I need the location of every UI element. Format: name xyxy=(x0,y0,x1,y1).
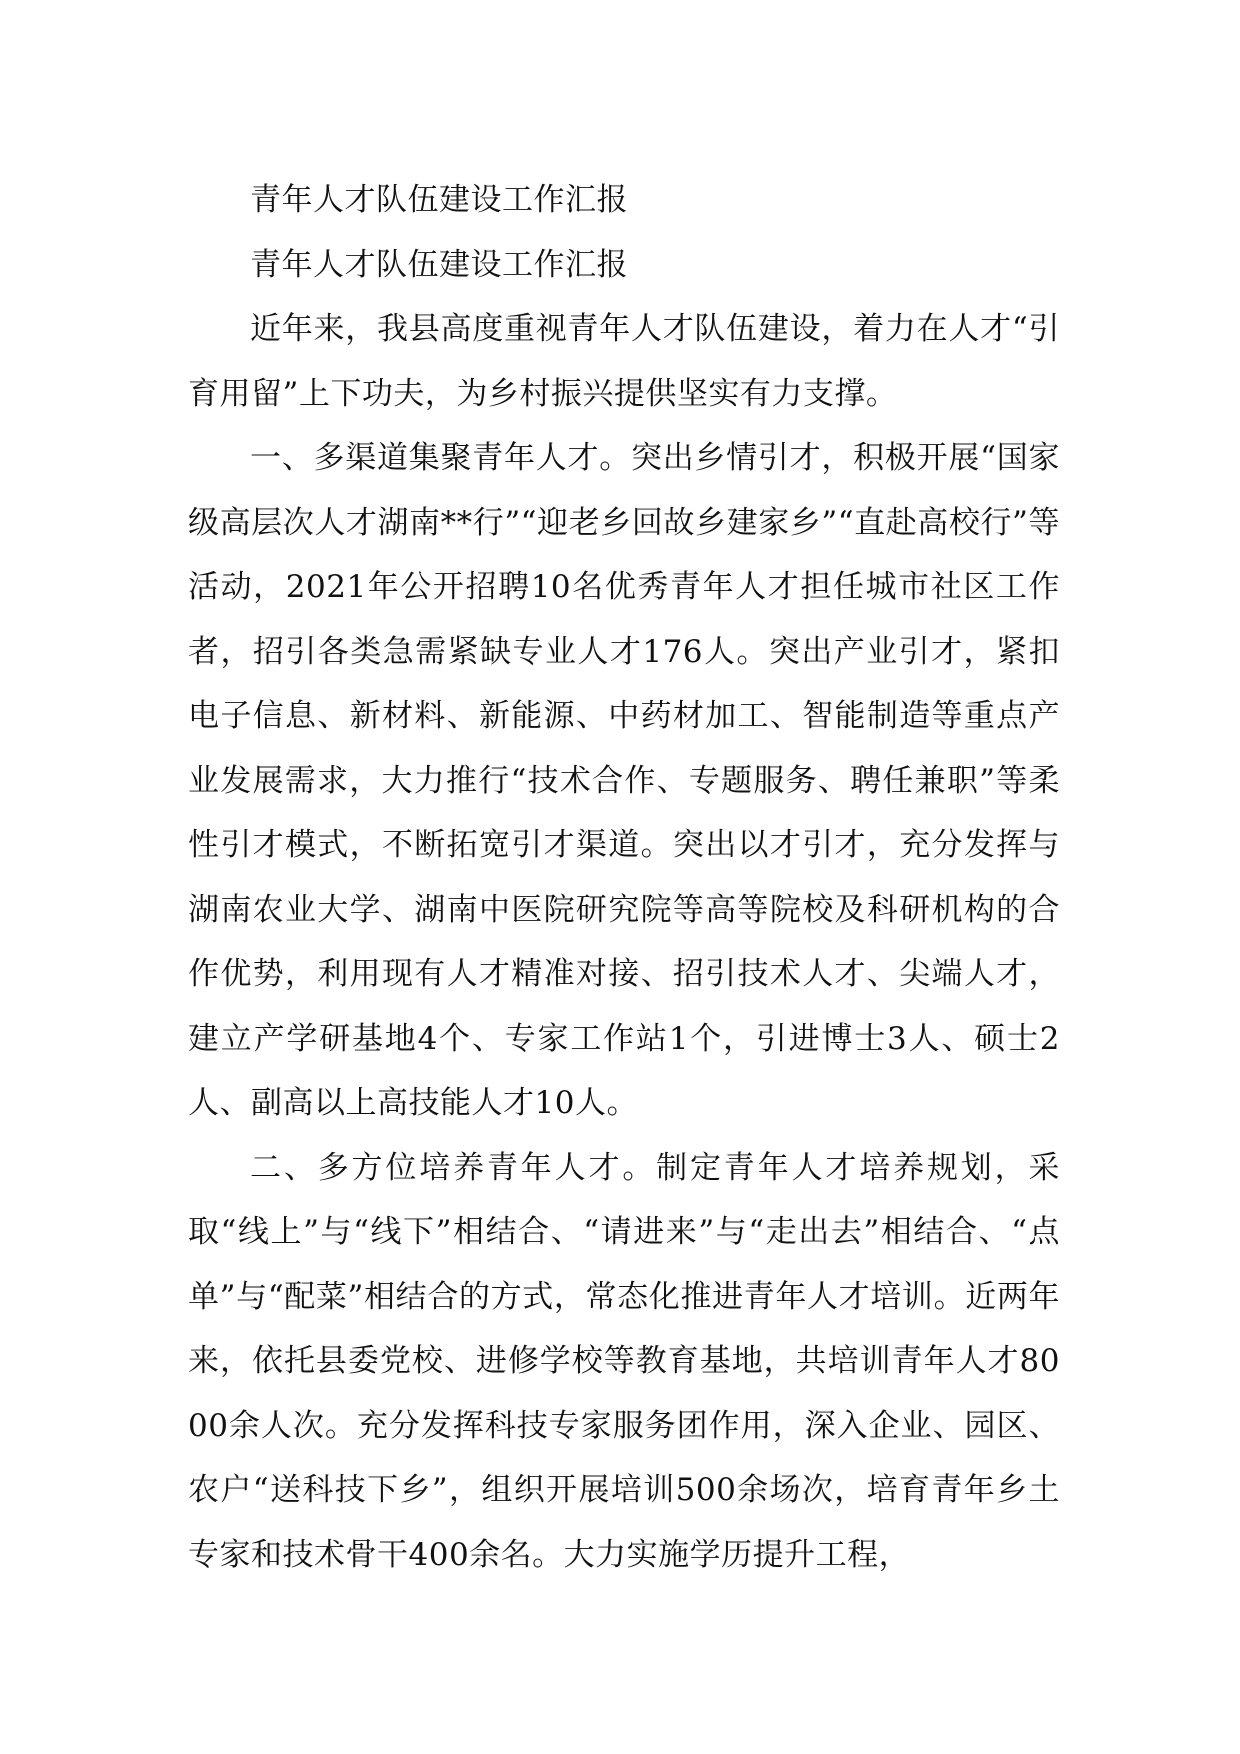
document-body xyxy=(188,168,1060,1587)
paragraph-section-one: 一、多渠道集聚青年人才。突出乡情引才，积极开展“国家级高层次人才湖南**行”“迎老乡回故乡建家乡”“直赴高校行”等活动，2021年公开招聘10名优秀青年人才担任城市社区工作者，招引各类急需紧缺专业人才176人。突出产业引才，紧扣电子信息、新材料、新能源、中药材加工、智能制造等重点产业发展需求，大力推行“技术合作、专题服务、聘任兼职”等柔性引才模式，不断拓宽引才渠道。突出以才引才，充分发挥与湖南农业大学、湖南中医院研究院等高等院校及科研机构的合作优势，利用现有人才精准对接、招引技术人才、尖端人才，建立产学研基地4个、专家工作站1个，引进博士3人、硕士2人、副高以上高技能人才10人。 xyxy=(188,440,1060,1121)
paragraph-intro: 近年来，我县高度重视青年人才队伍建设，着力在人才“引育用留”上下功夫，为乡村振兴提供坚实有力支撑。 xyxy=(188,311,1060,412)
document-title: 青年人才队伍建设工作汇报 xyxy=(250,182,628,218)
document-subtitle: 青年人才队伍建设工作汇报 xyxy=(250,246,628,283)
paragraph-section-two: 二、多方位培养青年人才。制定青年人才培养规划，采取“线上”与“线下”相结合、“请进来”与“走出去”相结合、“点单”与“配菜”相结合的方式，常态化推进青年人才培训。近两年来，依托县委党校、进修学校等教育基地，共培训青年人才8000余人次。充分发挥科技专家服务团作用，深入企业、园区、农户“送科技下乡”，组织开展培训500余场次，培育青年乡土专家和技术骨干400余名。大力实施学历提升工程， xyxy=(188,1149,1060,1573)
